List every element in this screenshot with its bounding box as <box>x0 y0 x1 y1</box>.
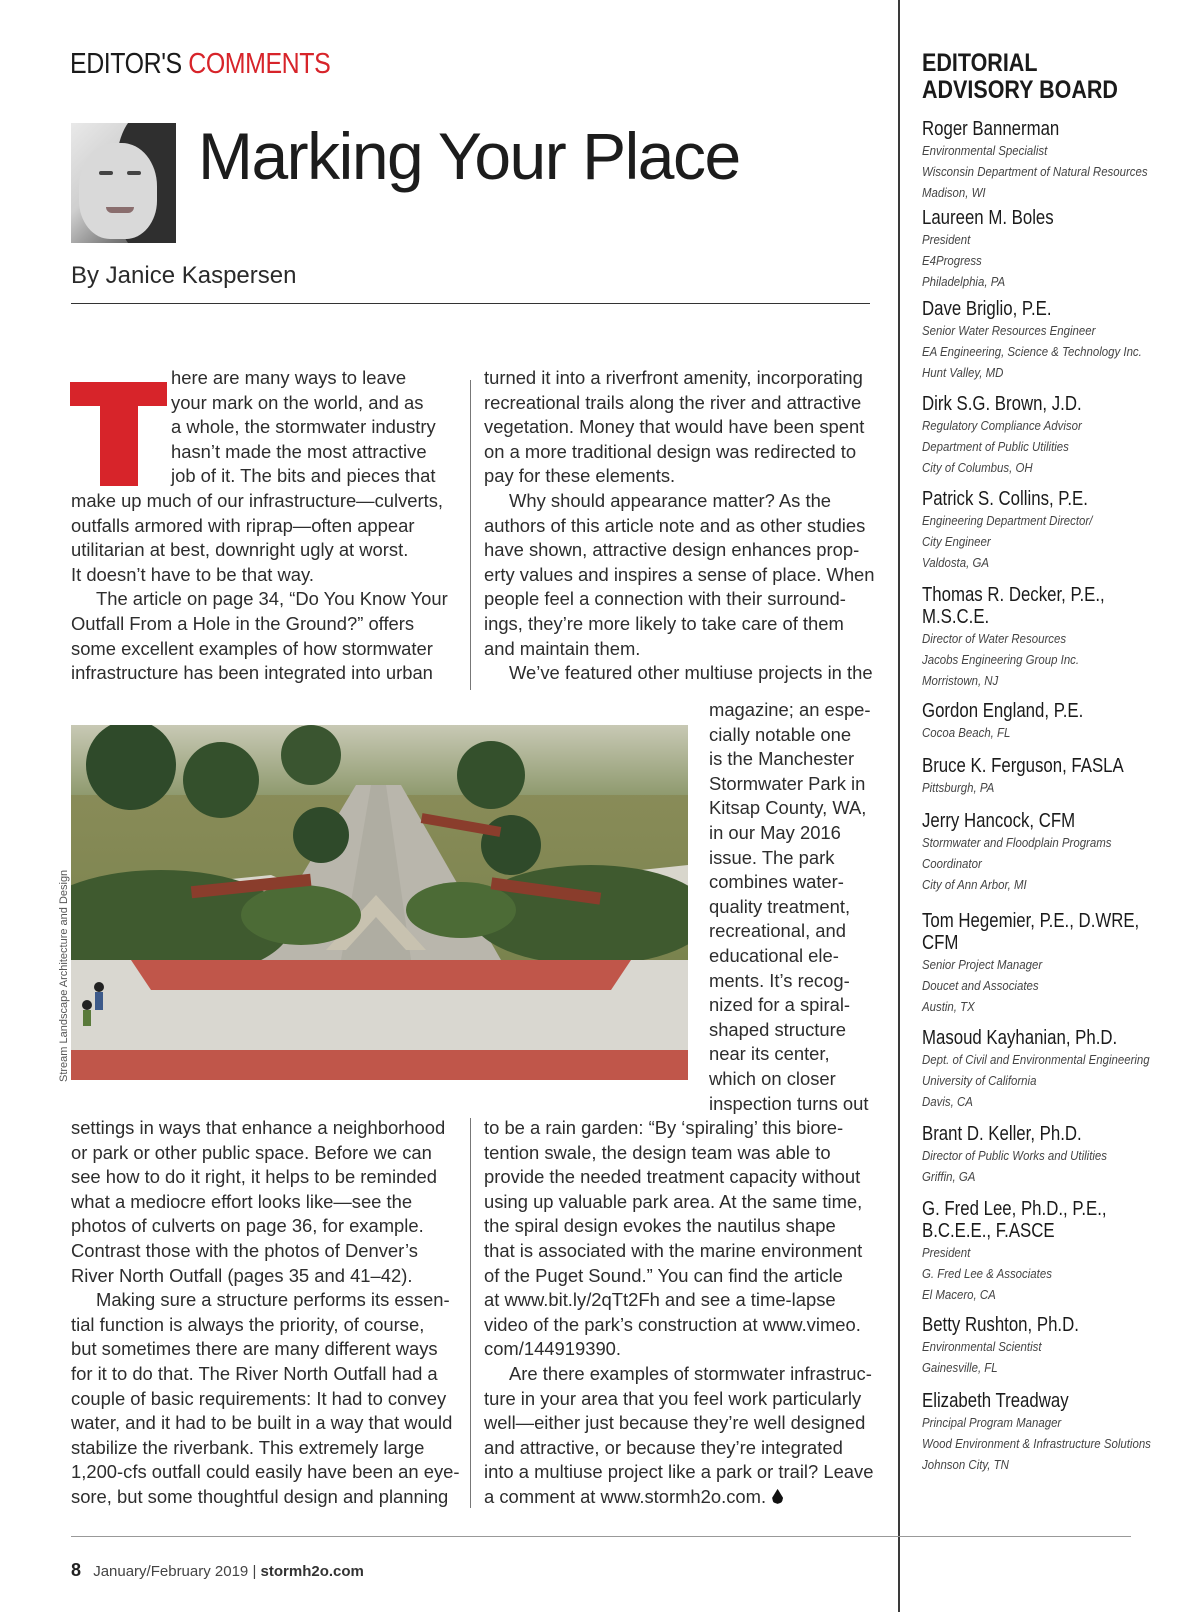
board-member-name: Tom Hegemier, P.E., D.WRE, <box>922 910 1140 932</box>
page-footer <box>71 1560 364 1581</box>
text-line: and attractive, or because they’re integrated <box>484 1436 843 1458</box>
board-member <box>922 298 1192 383</box>
text-line: combines water- <box>709 871 844 893</box>
text-line: is the Manchester <box>709 748 855 770</box>
board-member-detail: Morristown, NJ <box>922 673 999 688</box>
advisory-board-heading-line-1: EDITORIAL <box>922 49 1038 77</box>
board-member-detail: Senior Water Resources Engineer <box>922 323 1096 338</box>
end-mark-drop-icon <box>772 1489 783 1504</box>
text-line: or park or other public space. Before we can <box>71 1141 432 1163</box>
board-member-detail: Griffin, GA <box>922 1169 976 1184</box>
board-member <box>922 584 1192 691</box>
issue-date: January/February 2019 <box>93 1563 249 1580</box>
text-line: outfalls armored with riprap—often appear <box>71 514 415 536</box>
text-line: near its center, <box>709 1043 830 1065</box>
board-member <box>922 810 1192 895</box>
text-line: in our May 2016 <box>709 821 841 843</box>
board-member-name: Masoud Kayhanian, Ph.D. <box>922 1027 1118 1049</box>
board-member <box>922 118 1192 203</box>
text-line: video of the park’s construction at www.vimeo. <box>484 1313 861 1335</box>
section-heading <box>70 48 330 81</box>
board-member-detail: Philadelphia, PA <box>922 274 1006 289</box>
board-member-detail: Director of Public Works and Utilities <box>922 1148 1108 1163</box>
board-member-detail: Doucet and Associates <box>922 978 1039 993</box>
photo-credit: Stream Landscape Architecture and Design <box>58 869 70 1082</box>
column-divider-bottom <box>470 1118 471 1508</box>
page-number: 8 <box>71 1560 82 1580</box>
text-line: but sometimes there are many different ways <box>71 1338 438 1360</box>
text-line: 1,200-cfs outfall could easily have been an eye- <box>71 1461 460 1483</box>
board-member-detail: E4Progress <box>922 253 982 268</box>
text-line: provide the needed treatment capacity without <box>484 1166 861 1188</box>
text-line: River North Outfall (pages 35 and 41–42). <box>71 1264 413 1286</box>
text-line: people feel a connection with their surround- <box>484 588 846 610</box>
text-line: settings in ways that enhance a neighborhood <box>71 1117 446 1138</box>
board-member-detail: Dept. of Civil and Environmental Engineering <box>922 1052 1150 1067</box>
board-member-detail: Pittsburgh, PA <box>922 780 995 795</box>
text-line: a comment at www.stormh2o.com. <box>484 1485 884 1510</box>
board-member <box>922 1027 1192 1112</box>
advisory-board-heading-line-2: ADVISORY BOARD <box>922 76 1118 104</box>
board-member-name-cont: B.C.E.E., F.ASCE <box>922 1220 1055 1242</box>
article-byline: By Janice Kaspersen <box>71 262 297 289</box>
text-line: couple of basic requirements: It had to convey <box>71 1387 447 1409</box>
board-member-detail: Regulatory Compliance Advisor <box>922 418 1082 433</box>
text-line: erty values and inspires a sense of place. When <box>484 563 875 585</box>
text-line: Are there examples of stormwater infrastruc- <box>509 1362 872 1384</box>
column-1-top <box>71 366 448 686</box>
column-divider-top <box>470 380 471 690</box>
board-member-detail: EA Engineering, Science & Technology Inc. <box>922 344 1142 359</box>
board-member <box>922 1314 1192 1378</box>
board-member-name: Patrick S. Collins, P.E. <box>922 488 1088 510</box>
text-line: ments. It’s recog- <box>709 969 850 991</box>
footer-separator: | <box>252 1563 257 1580</box>
text-line: make up much of our infrastructure—culverts, <box>71 489 444 511</box>
board-member <box>922 488 1192 573</box>
board-member-name-cont: CFM <box>922 932 959 954</box>
text-line: photos of culverts on page 36, for example. <box>71 1215 424 1237</box>
text-line: here are many ways to leave <box>171 367 407 388</box>
board-member-name: Bruce K. Ferguson, FASLA <box>922 755 1124 777</box>
text-line: water, and it had to be built in a way that would <box>71 1412 453 1434</box>
board-member-detail: El Macero, CA <box>922 1287 996 1302</box>
text-line: ture in your area that you feel work particularly <box>484 1387 862 1409</box>
article-title: Marking Your Place <box>198 119 740 193</box>
text-line: Why should appearance matter? As the <box>509 489 832 511</box>
text-line: into a multiuse project like a park or trail? Leave <box>484 1461 874 1483</box>
board-member-name: Elizabeth Treadway <box>922 1390 1069 1412</box>
stormwater-park-rendering <box>71 725 688 1080</box>
text-line: for it to do that. The River North Outfall had a <box>71 1362 438 1384</box>
board-member-detail: Wood Environment & Infrastructure Solutions <box>922 1436 1151 1451</box>
text-line: inspection turns out <box>709 1092 869 1114</box>
text-line: magazine; an espe- <box>709 699 871 720</box>
text-line: recreational, and <box>709 920 846 942</box>
text-line: quality treatment, <box>709 895 851 917</box>
text-line: the spiral design evokes the nautilus shape <box>484 1215 836 1237</box>
text-line: that is associated with the marine environment <box>484 1239 863 1261</box>
board-member-detail: Stormwater and Floodplain Programs <box>922 835 1112 850</box>
text-line: Contrast those with the photos of Denver’s <box>71 1239 418 1261</box>
board-member-detail: Gainesville, FL <box>922 1360 998 1375</box>
text-line: sore, but some thoughtful design and planning <box>71 1485 449 1507</box>
text-line: recreational trails along the river and attractive <box>484 391 862 413</box>
text-line: turned it into a riverfront amenity, incorporating <box>484 367 863 388</box>
footer-divider <box>71 1536 1131 1537</box>
board-member-detail: G. Fred Lee & Associates <box>922 1266 1052 1281</box>
text-line: stabilize the riverbank. This extremely large <box>71 1436 425 1458</box>
board-member-detail: Johnson City, TN <box>922 1457 1009 1472</box>
board-member-detail: Hunt Valley, MD <box>922 365 1004 380</box>
text-line: Stormwater Park in <box>709 772 866 794</box>
board-member-name: Jerry Hancock, CFM <box>922 810 1076 832</box>
text-line: see how to do it right, it helps to be reminded <box>71 1166 437 1188</box>
text-line: tial function is always the priority, of course, <box>71 1313 425 1335</box>
text-line: ings, they’re more likely to take care of them <box>484 612 844 634</box>
board-member-name: G. Fred Lee, Ph.D., P.E., <box>922 1198 1107 1220</box>
board-member-detail: Principal Program Manager <box>922 1415 1062 1430</box>
text-line: vegetation. Money that would have been spent <box>484 416 865 438</box>
author-portrait <box>71 123 176 243</box>
board-member-name-cont: M.S.C.E. <box>922 606 990 628</box>
board-member-detail: University of California <box>922 1073 1037 1088</box>
board-member-detail: Department of Public Utilities <box>922 439 1069 454</box>
board-member <box>922 207 1192 292</box>
board-member-detail: Coordinator <box>922 856 982 871</box>
board-member-name: Dave Briglio, P.E. <box>922 298 1052 320</box>
text-line: utilitarian at best, downright ugly at worst. <box>71 539 409 561</box>
board-member-detail: President <box>922 1245 971 1260</box>
text-line: shaped structure <box>709 1018 846 1040</box>
board-member-detail: Engineering Department Director/ <box>922 513 1093 528</box>
board-member-name: Gordon England, P.E. <box>922 700 1084 722</box>
text-line: some excellent examples of how stormwater <box>71 637 433 659</box>
text-line: issue. The park <box>709 846 835 868</box>
column-2-bottom <box>484 1116 884 1510</box>
text-line: com/144919390. <box>484 1338 622 1360</box>
board-member-name: Brant D. Keller, Ph.D. <box>922 1123 1082 1145</box>
board-member-name: Betty Rushton, Ph.D. <box>922 1314 1079 1336</box>
advisory-board-heading <box>922 50 1118 104</box>
section-heading-accent: COMMENTS <box>188 48 331 80</box>
text-line: It doesn’t have to be that way. <box>71 563 314 585</box>
text-line: your mark on the world, and as <box>171 391 424 413</box>
text-line: cially notable one <box>709 723 852 745</box>
board-member-name: Laureen M. Boles <box>922 207 1054 229</box>
text-line: Making sure a structure performs its essen- <box>96 1289 450 1311</box>
text-line: hasn’t made the most attractive <box>171 440 427 462</box>
board-member-detail: Madison, WI <box>922 185 986 200</box>
board-member-detail: City of Columbus, OH <box>922 460 1033 475</box>
board-member-detail: Director of Water Resources <box>922 631 1067 646</box>
board-member-name: Roger Bannerman <box>922 118 1060 140</box>
board-member-detail: Cocoa Beach, FL <box>922 725 1011 740</box>
board-member-detail: Austin, TX <box>922 999 975 1014</box>
text-line: a whole, the stormwater industry <box>171 416 436 438</box>
header-divider <box>71 303 870 304</box>
board-member-detail: Environmental Scientist <box>922 1339 1042 1354</box>
text-line: what a mediocre effort looks like—see the <box>71 1190 413 1212</box>
column-1-bottom <box>71 1116 460 1510</box>
text-line: of the Puget Sound.” You can find the article <box>484 1264 843 1286</box>
text-line: using up valuable park area. At the same time, <box>484 1190 863 1212</box>
text-line: tention swale, the design team was able to <box>484 1141 831 1163</box>
board-member-detail: Wisconsin Department of Natural Resources <box>922 164 1148 179</box>
text-line: educational ele- <box>709 944 839 966</box>
column-2-top <box>484 366 874 686</box>
board-member-detail: City Engineer <box>922 534 991 549</box>
text-line: have shown, attractive design enhances prop- <box>484 539 860 561</box>
board-member <box>922 1123 1192 1187</box>
column-2-wrap <box>709 698 879 1116</box>
text-line: on a more traditional design was redirected to <box>484 440 857 462</box>
text-line: to be a rain garden: “By ‘spiraling’ this biore- <box>484 1117 844 1138</box>
section-heading-prefix: EDITOR'S <box>70 48 182 80</box>
board-member-detail: President <box>922 232 971 247</box>
text-line: nized for a spiral- <box>709 994 851 1016</box>
text-line: well—either just because they’re well designed <box>484 1412 866 1434</box>
board-member-detail: Environmental Specialist <box>922 143 1048 158</box>
text-line: pay for these elements. <box>484 465 676 487</box>
sidebar-divider <box>898 0 900 1612</box>
board-member-name: Dirk S.G. Brown, J.D. <box>922 393 1082 415</box>
board-member <box>922 700 1192 743</box>
text-line: at www.bit.ly/2qTt2Fh and see a time-lapse <box>484 1289 836 1311</box>
text-line: Kitsap County, WA, <box>709 797 867 819</box>
text-line: We’ve featured other multiuse projects in the <box>509 662 873 684</box>
board-member <box>922 393 1192 478</box>
text-line: The article on page 34, “Do You Know Your <box>96 588 448 610</box>
text-line: authors of this article note and as other studies <box>484 514 866 536</box>
board-member-name: Thomas R. Decker, P.E., <box>922 584 1105 606</box>
text-line: infrastructure has been integrated into urban <box>71 662 433 684</box>
board-member <box>922 755 1192 798</box>
text-line: and maintain them. <box>484 637 641 659</box>
board-member <box>922 1198 1192 1305</box>
board-member-detail: Davis, CA <box>922 1094 973 1109</box>
board-member-detail: Senior Project Manager <box>922 957 1043 972</box>
board-member-detail: Valdosta, GA <box>922 555 989 570</box>
board-member-detail: Jacobs Engineering Group Inc. <box>922 652 1080 667</box>
footer-site: stormh2o.com <box>260 1563 364 1580</box>
text-line: job of it. The bits and pieces that <box>171 465 436 487</box>
board-member <box>922 1390 1192 1475</box>
text-line: which on closer <box>709 1067 836 1089</box>
text-line: Outfall From a Hole in the Ground?” offers <box>71 612 415 634</box>
board-member-detail: City of Ann Arbor, MI <box>922 877 1027 892</box>
board-member <box>922 910 1192 1017</box>
